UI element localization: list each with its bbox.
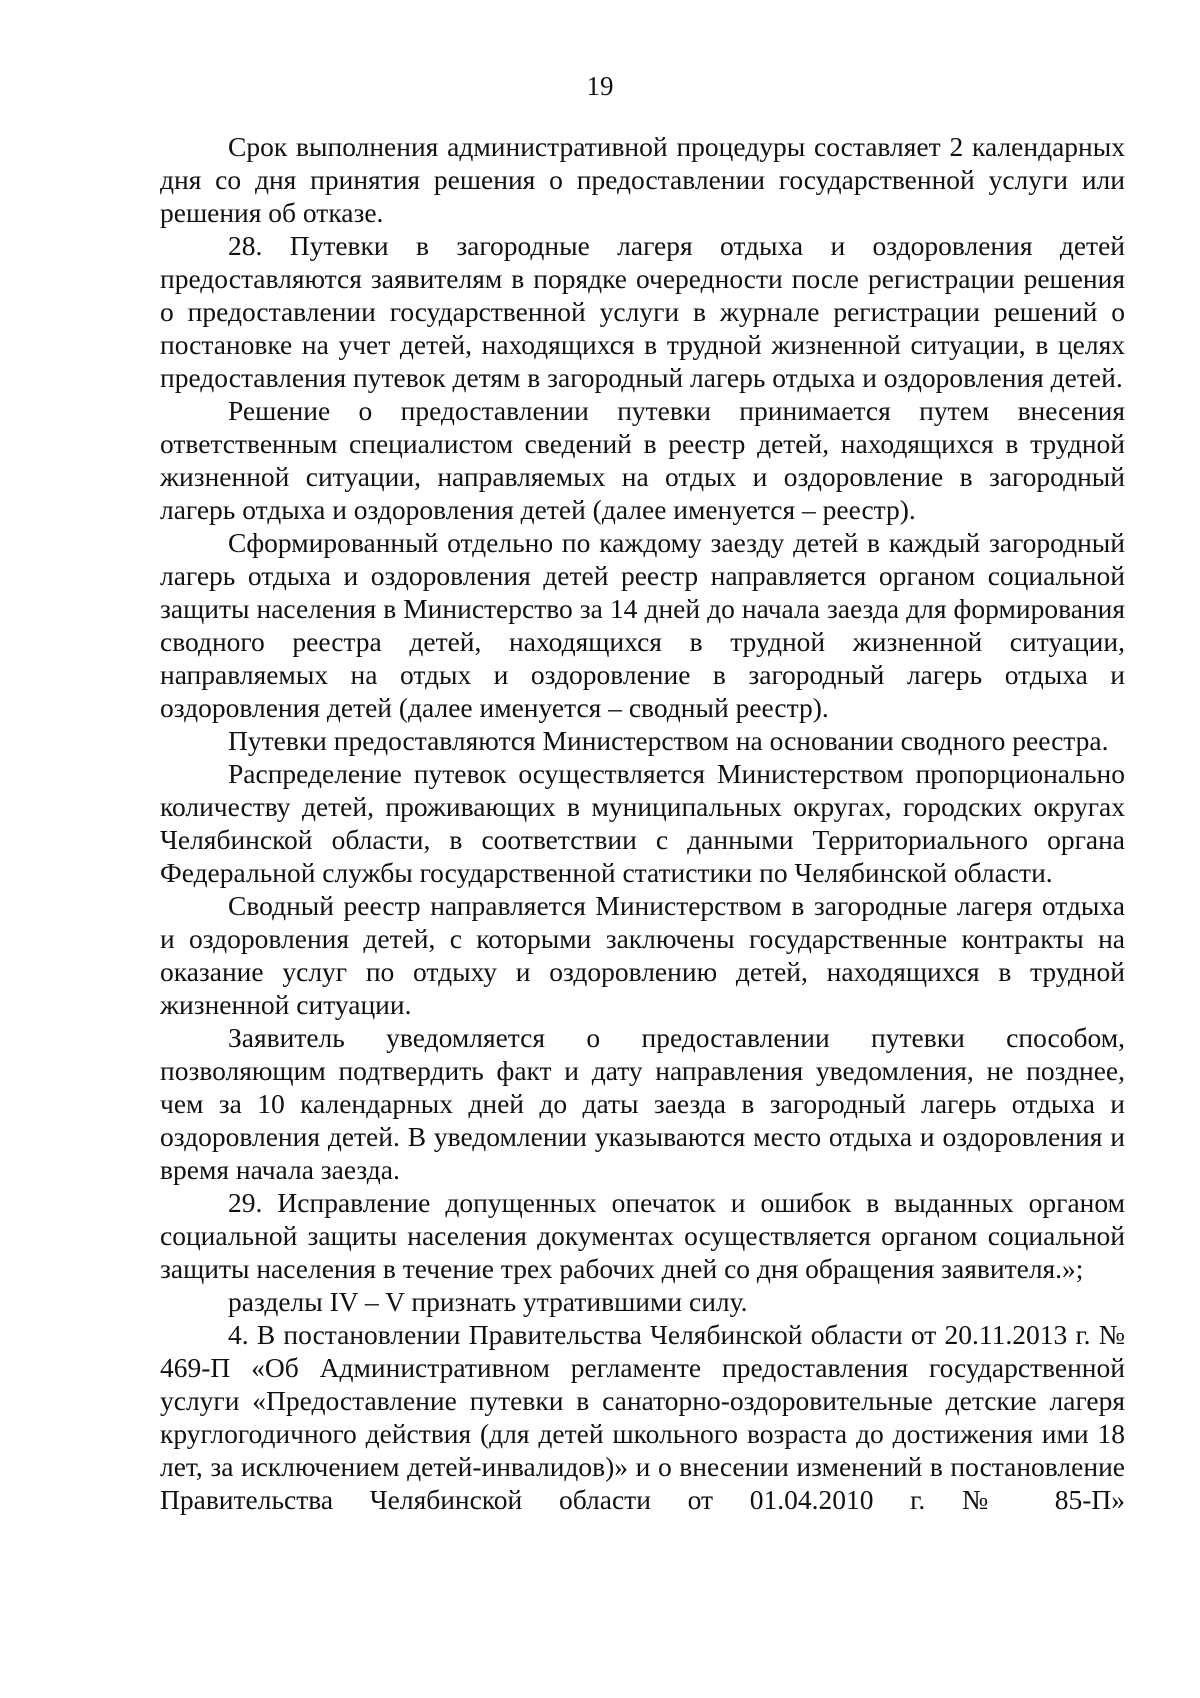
- paragraph-decision-registry: Решение о предоставлении путевки принимается путем внесения ответственным специалистом сведений в реестр детей, находящихся в трудной жизненной ситуации, направляемых на отдых и оздоровление в загородный лагерь отдыха и оздоровления детей (далее именуется – реестр).: [160, 395, 1125, 525]
- paragraph-consolidated-registry: Сводный реестр направляется Министерством в загородные лагеря отдыха и оздоровления детей, с которыми заключены государственные контракты на оказание услуг по отдыху и оздоровлению детей, находящихся в трудной жизненной ситуации.: [160, 890, 1125, 1020]
- paragraph-item-4: 4. В постановлении Правительства Челябинской области от 20.11.2013 г. № 469-П «Об Административном регламенте предоставления государственной услуги «Предоставление путевки в санаторно-оздоровительные детские лагеря круглогодичного действия (для детей школьного возраста до достижения ими 18 лет, за исключением детей-инвалидов)» и о внесении изменений в постановление Правительства Челябинской области от 01.04.2010 г. № 85-П»: [160, 1319, 1125, 1515]
- document-body: [160, 130, 1125, 1516]
- paragraph-registry-formation: Сформированный отдельно по каждому заезду детей в каждый загородный лагерь отдыха и оздоровления детей реестр направляется органом социальной защиты населения в Министерство за 14 дней до начала заезда для формирования сводного реестра детей, находящихся в трудной жизненной ситуации, направляемых на отдых и оздоровление в загородный лагерь отдыха и оздоровления детей (далее именуется – сводный реестр).: [160, 527, 1125, 723]
- page-number: 19: [586, 71, 614, 101]
- paragraph-voucher-distribution: Распределение путевок осуществляется Министерством пропорционально количеству детей, проживающих в муниципальных округах, городских округах Челябинской области, в соответствии с данными Территориального органа Федеральной службы государственной статистики по Челябинской области.: [160, 758, 1125, 888]
- paragraph-vouchers-provided: Путевки предоставляются Министерством на основании сводного реестра.: [228, 725, 1109, 756]
- paragraph-sections-void: разделы IV – V признать утратившими силу.: [228, 1286, 748, 1317]
- paragraph-item-28: 28. Путевки в загородные лагеря отдыха и оздоровления детей предоставляются заявителям в порядке очередности после регистрации решения о предоставлении государственной услуги в журнале регистрации решений о постановке на учет детей, находящихся в трудной жизненной ситуации, в целях предоставления путевок детям в загородный лагерь отдыха и оздоровления детей.: [160, 230, 1125, 393]
- paragraph-procedure-term: Срок выполнения административной процедуры составляет 2 календарных дня со дня принятия решения о предоставлении государственной услуги или решения об отказе.: [160, 131, 1125, 228]
- paragraph-item-29: 29. Исправление допущенных опечаток и ошибок в выданных органом социальной защиты населения документах осуществляется органом социальной защиты населения в течение трех рабочих дней со дня обращения заявителя.»;: [160, 1187, 1125, 1284]
- paragraph-applicant-notification: Заявитель уведомляется о предоставлении путевки способом, позволяющим подтвердить факт и дату направления уведомления, не позднее, чем за 10 календарных дней до даты заезда в загородный лагерь отдыха и оздоровления детей. В уведомлении указываются место отдыха и оздоровления и время начала заезда.: [160, 1022, 1125, 1185]
